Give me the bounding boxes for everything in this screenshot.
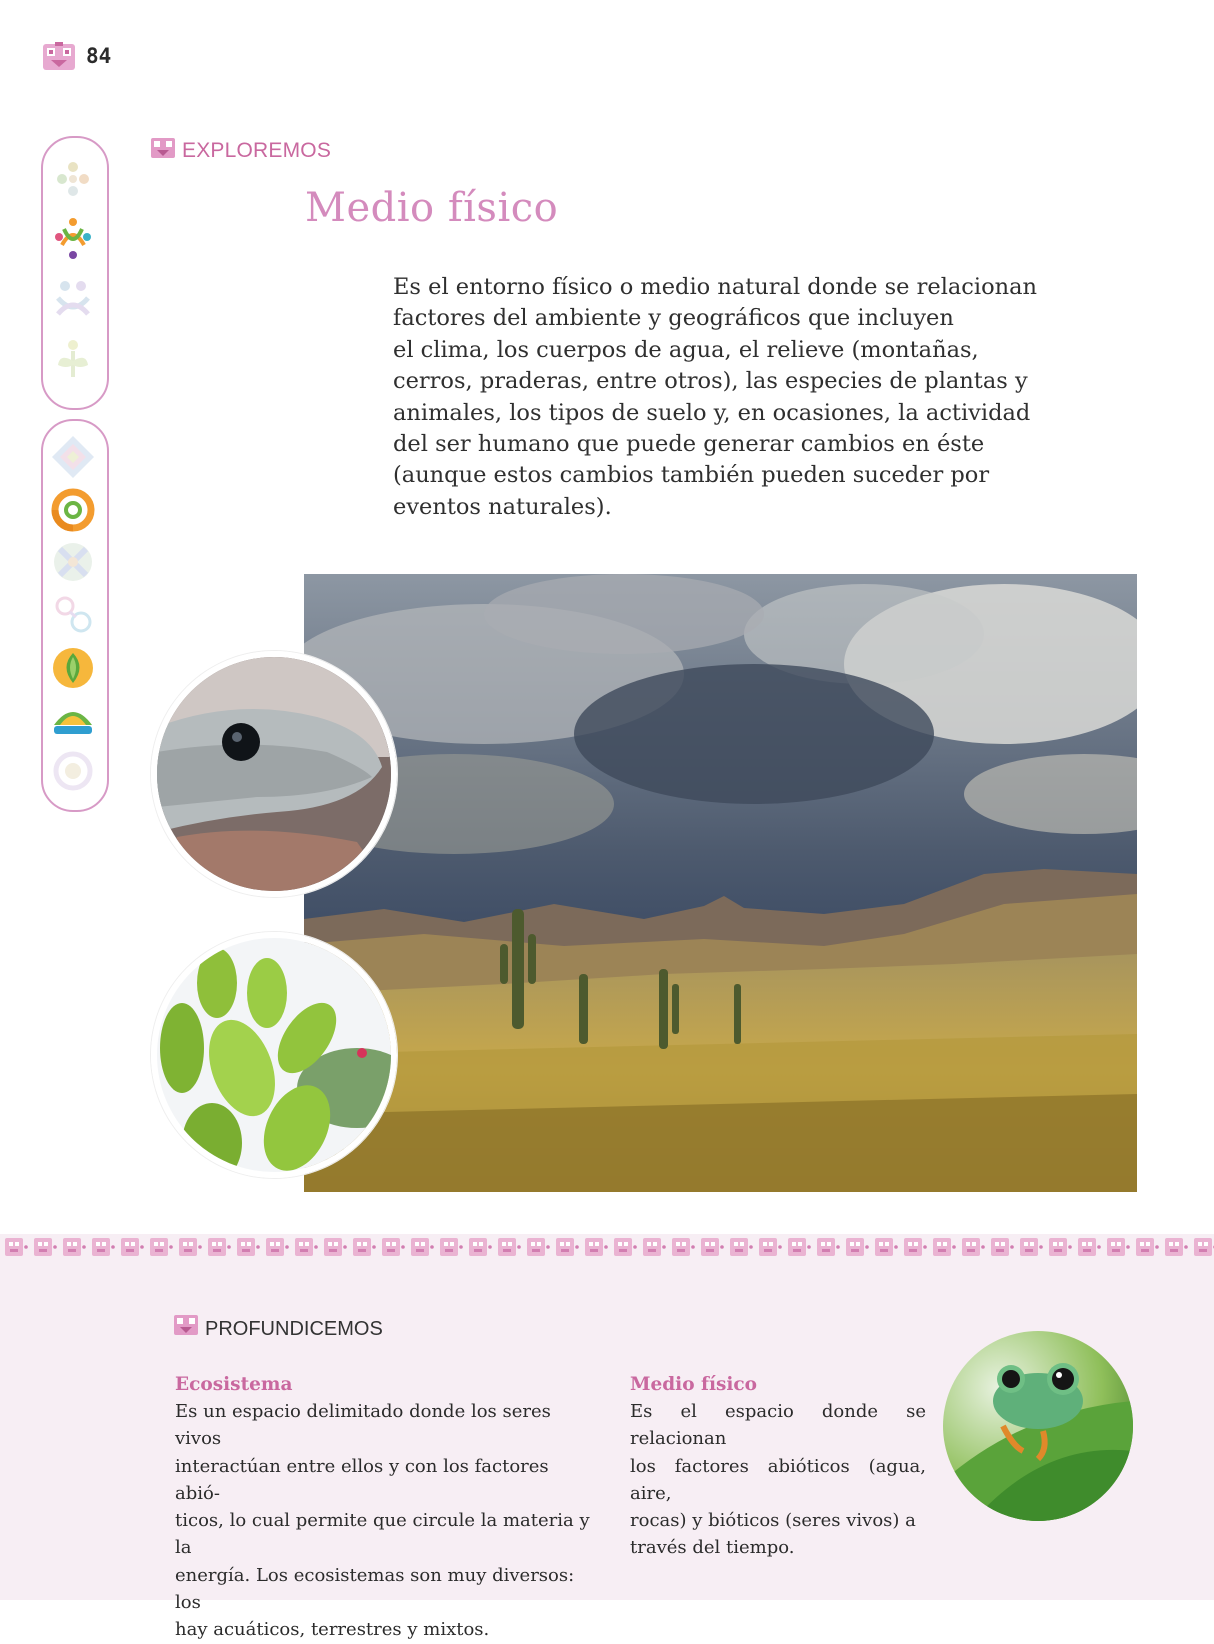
people-circle-icon[interactable] — [50, 215, 96, 261]
intro-paragraph — [393, 272, 1063, 523]
section-heading-explore: EXPLOREMOS — [182, 139, 332, 162]
intro-line: factores del ambiente y geográficos que incluyen — [393, 305, 954, 332]
sun-circle-icon[interactable] — [50, 748, 96, 794]
intro-line: cerros, praderas, entre otros), las especies de plantas y — [393, 368, 1028, 395]
turtle-shell-icon[interactable] — [50, 699, 96, 745]
definition-line: Es un espacio delimitado donde los seres vivos — [175, 1401, 551, 1450]
intro-line: el clima, los cuerpos de agua, el relieve (montañas, — [393, 336, 979, 363]
plant-figure-icon[interactable] — [50, 337, 96, 383]
double-figure-icon[interactable] — [50, 276, 96, 322]
cross-circle-icon[interactable] — [50, 539, 96, 585]
page-number: 84 — [86, 44, 112, 68]
snake-circle-photo — [151, 651, 397, 897]
frog-circle-photo — [943, 1331, 1133, 1521]
pink-glyph-icon — [42, 40, 76, 74]
definition-term: Ecosistema — [175, 1374, 293, 1395]
desert-landscape-photo — [304, 574, 1137, 1192]
definition-term: Medio físico — [630, 1374, 758, 1395]
diamond-icon[interactable] — [50, 434, 96, 480]
flower-dots-icon[interactable] — [50, 156, 96, 202]
intro-line: del ser humano que puede generar cambios en éste — [393, 431, 985, 458]
definition-line: Es el espacio donde se relacionan — [630, 1401, 926, 1450]
intro-line: (aunque estos cambios también pueden suceder por — [393, 462, 990, 489]
intro-line: eventos naturales). — [393, 493, 612, 520]
cactus-image — [157, 938, 391, 1172]
section-heading-deepen: PROFUNDICEMOS — [205, 1318, 383, 1340]
intro-line: Es el entorno físico o medio natural donde se relacionan — [393, 274, 1038, 300]
definition-line: los factores abióticos (agua, aire, — [630, 1455, 926, 1504]
leaf-lotus-icon[interactable] — [50, 645, 96, 691]
intro-line: animales, los tipos de suelo y, en ocasiones, la actividad — [393, 399, 1031, 426]
section-glyph-icon — [174, 1313, 198, 1337]
definition-text — [175, 1398, 590, 1644]
decorative-pattern-strip — [0, 1234, 1214, 1260]
definition-line: través del tiempo. — [630, 1537, 795, 1559]
orange-ring-icon[interactable] — [50, 487, 96, 533]
definition-text — [630, 1398, 926, 1562]
definition-line: energía. Los ecosistemas son muy diversos: los — [175, 1564, 575, 1614]
definition-line: interactúan entre ellos y con los factores abió- — [175, 1455, 549, 1504]
definition-line: hay acuáticos, terrestres y mixtos. — [175, 1619, 490, 1641]
frog-image — [943, 1331, 1133, 1521]
page-title: Medio físico — [305, 185, 559, 231]
snake-image — [157, 657, 391, 891]
definition-line: rocas) y bióticos (seres vivos) a — [630, 1510, 916, 1532]
cactus-circle-photo — [151, 932, 397, 1178]
section-glyph-icon — [151, 136, 175, 160]
definition-line: ticos, lo cual permite que circule la materia y la — [175, 1510, 590, 1559]
rings-icon[interactable] — [50, 592, 96, 638]
